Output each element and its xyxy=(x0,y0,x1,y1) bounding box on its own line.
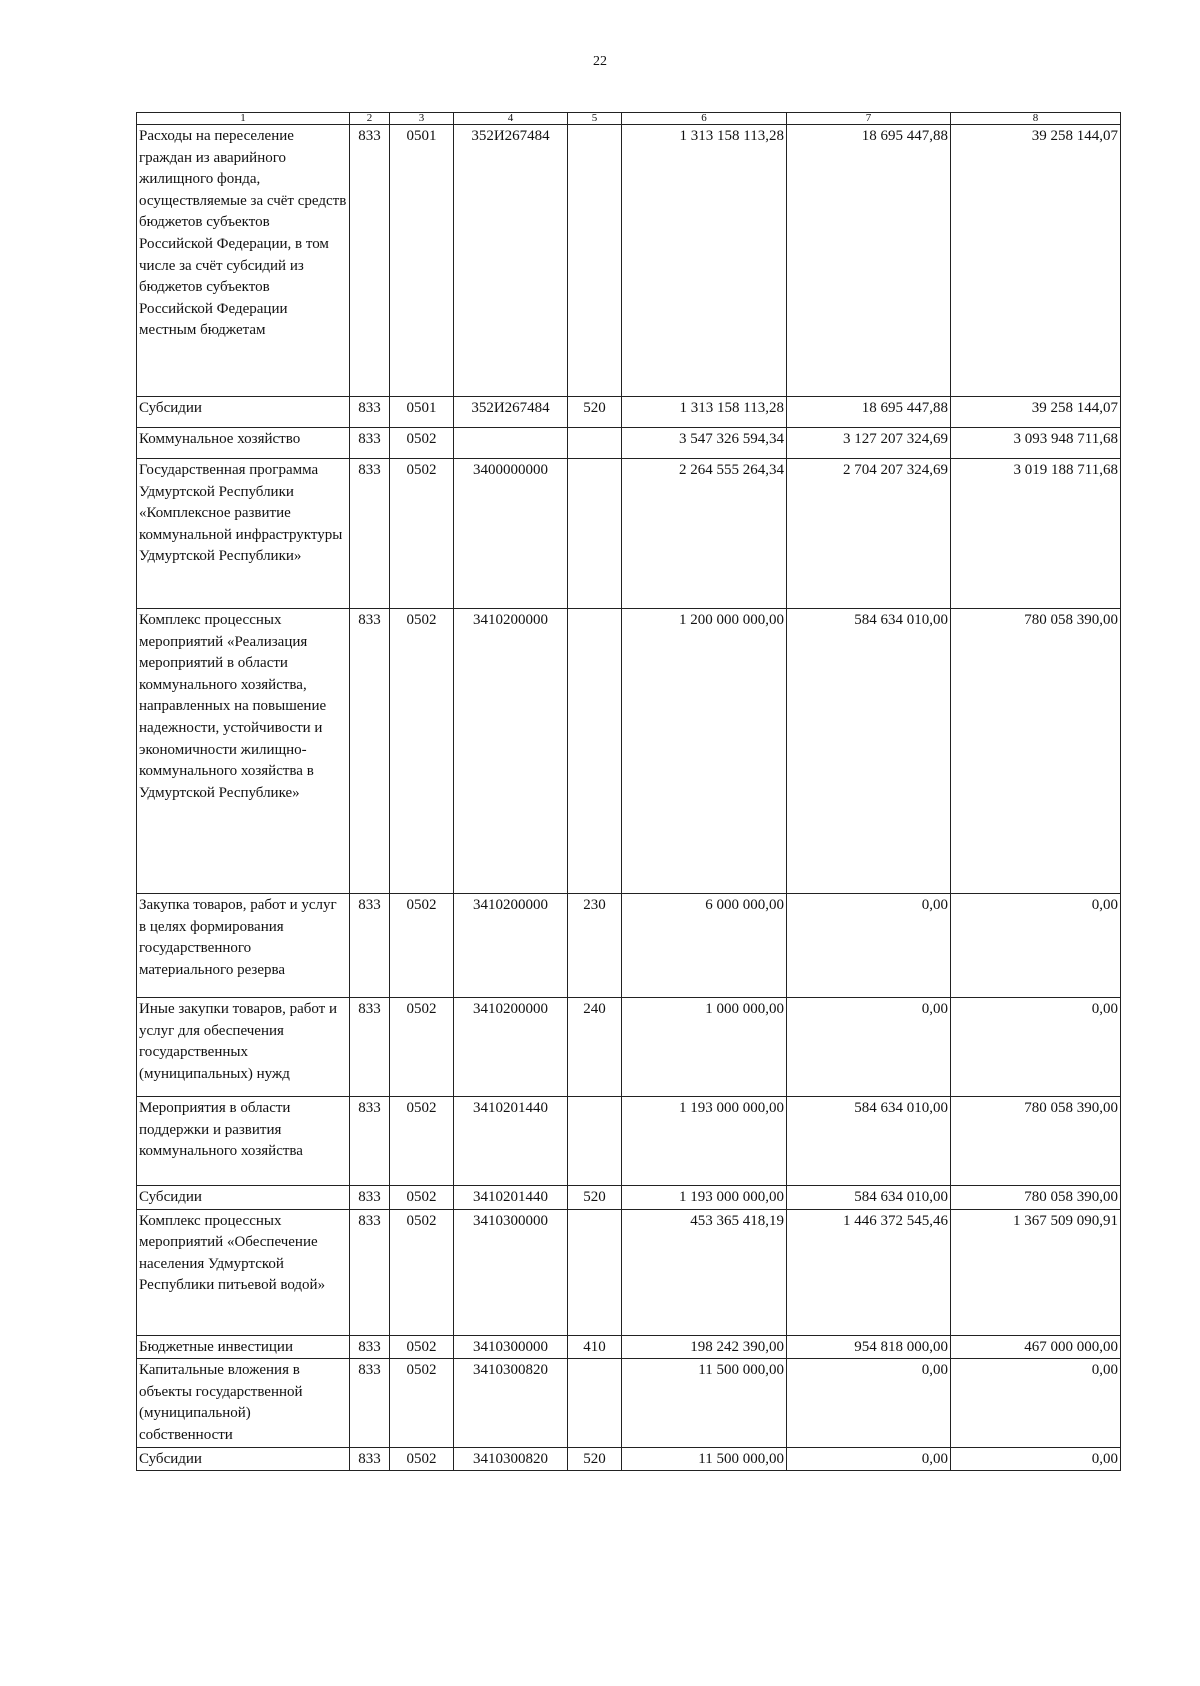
amount-col-8: 780 058 390,00 xyxy=(951,1186,1121,1210)
target-article-code: 3410300820 xyxy=(454,1447,568,1471)
expense-type-code xyxy=(568,459,622,609)
table-row xyxy=(137,1097,1121,1186)
amount-col-6: 6 000 000,00 xyxy=(622,894,787,998)
section-code: 0502 xyxy=(390,1447,454,1471)
target-article-code: 3410200000 xyxy=(454,998,568,1097)
target-article-code xyxy=(454,428,568,459)
expense-type-code: 520 xyxy=(568,397,622,428)
amount-col-8: 467 000 000,00 xyxy=(951,1335,1121,1359)
column-header: 2 xyxy=(350,113,390,125)
amount-col-7: 584 634 010,00 xyxy=(787,609,951,894)
amount-col-8: 0,00 xyxy=(951,1447,1121,1471)
row-description: Комплекс процессных мероприятий «Реализация мероприятий в области коммунального хозяйства, направленных на повышение надежности, устойчивости и экономичности жилищно-коммунального хозяйства в Удмуртской Республике» xyxy=(137,609,350,894)
amount-col-7: 0,00 xyxy=(787,998,951,1097)
amount-col-7: 0,00 xyxy=(787,1447,951,1471)
amount-col-8: 1 367 509 090,91 xyxy=(951,1209,1121,1335)
table-row xyxy=(137,998,1121,1097)
amount-col-6: 1 200 000 000,00 xyxy=(622,609,787,894)
column-header: 5 xyxy=(568,113,622,125)
expense-type-code xyxy=(568,609,622,894)
ministry-code: 833 xyxy=(350,428,390,459)
target-article-code: 3410200000 xyxy=(454,894,568,998)
column-header: 1 xyxy=(137,113,350,125)
amount-col-6: 11 500 000,00 xyxy=(622,1447,787,1471)
table-row xyxy=(137,609,1121,894)
expense-type-code xyxy=(568,428,622,459)
row-description: Расходы на переселение граждан из аварийного жилищного фонда, осуществляемые за счёт средств бюджетов субъектов Российской Федерации, в том числе за счёт субсидий из бюджетов субъектов Российской Федерации местным бюджетам xyxy=(137,125,350,397)
target-article-code: 3410201440 xyxy=(454,1186,568,1210)
table-row xyxy=(137,125,1121,397)
ministry-code: 833 xyxy=(350,1359,390,1447)
ministry-code: 833 xyxy=(350,998,390,1097)
column-header: 6 xyxy=(622,113,787,125)
row-description: Государственная программа Удмуртской Республики «Комплексное развитие коммунальной инфраструктуры Удмуртской Республики» xyxy=(137,459,350,609)
expense-type-code xyxy=(568,1209,622,1335)
section-code: 0501 xyxy=(390,397,454,428)
amount-col-6: 2 264 555 264,34 xyxy=(622,459,787,609)
target-article-code: 3410300820 xyxy=(454,1359,568,1447)
ministry-code: 833 xyxy=(350,894,390,998)
target-article-code: 3410300000 xyxy=(454,1335,568,1359)
section-code: 0502 xyxy=(390,894,454,998)
row-description: Субсидии xyxy=(137,397,350,428)
section-code: 0502 xyxy=(390,428,454,459)
expense-type-code: 410 xyxy=(568,1335,622,1359)
amount-col-7: 0,00 xyxy=(787,1359,951,1447)
ministry-code: 833 xyxy=(350,609,390,894)
amount-col-8: 0,00 xyxy=(951,1359,1121,1447)
amount-col-7: 584 634 010,00 xyxy=(787,1186,951,1210)
section-code: 0502 xyxy=(390,459,454,609)
section-code: 0502 xyxy=(390,1359,454,1447)
section-code: 0502 xyxy=(390,1335,454,1359)
amount-col-8: 0,00 xyxy=(951,894,1121,998)
ministry-code: 833 xyxy=(350,1335,390,1359)
amount-col-6: 1 193 000 000,00 xyxy=(622,1097,787,1186)
amount-col-7: 18 695 447,88 xyxy=(787,397,951,428)
target-article-code: 3410300000 xyxy=(454,1209,568,1335)
row-description: Мероприятия в области поддержки и развития коммунального хозяйства xyxy=(137,1097,350,1186)
amount-col-8: 780 058 390,00 xyxy=(951,609,1121,894)
target-article-code: 352И267484 xyxy=(454,125,568,397)
expense-type-code: 520 xyxy=(568,1447,622,1471)
amount-col-8: 39 258 144,07 xyxy=(951,125,1121,397)
row-description: Закупка товаров, работ и услуг в целях формирования государственного материального резерва xyxy=(137,894,350,998)
table-row xyxy=(137,459,1121,609)
row-description: Иные закупки товаров, работ и услуг для обеспечения государственных (муниципальных) нужд xyxy=(137,998,350,1097)
ministry-code: 833 xyxy=(350,397,390,428)
ministry-code: 833 xyxy=(350,1447,390,1471)
amount-col-7: 0,00 xyxy=(787,894,951,998)
expense-type-code: 240 xyxy=(568,998,622,1097)
table-row xyxy=(137,1209,1121,1335)
amount-col-8: 0,00 xyxy=(951,998,1121,1097)
amount-col-7: 1 446 372 545,46 xyxy=(787,1209,951,1335)
table-row xyxy=(137,1359,1121,1447)
column-header: 3 xyxy=(390,113,454,125)
target-article-code: 3410201440 xyxy=(454,1097,568,1186)
table-row xyxy=(137,1186,1121,1210)
expense-type-code xyxy=(568,125,622,397)
expense-type-code: 520 xyxy=(568,1186,622,1210)
ministry-code: 833 xyxy=(350,1097,390,1186)
amount-col-8: 780 058 390,00 xyxy=(951,1097,1121,1186)
target-article-code: 352И267484 xyxy=(454,397,568,428)
column-header: 4 xyxy=(454,113,568,125)
ministry-code: 833 xyxy=(350,1209,390,1335)
ministry-code: 833 xyxy=(350,459,390,609)
row-description: Субсидии xyxy=(137,1447,350,1471)
amount-col-6: 1 000 000,00 xyxy=(622,998,787,1097)
table-row xyxy=(137,1335,1121,1359)
ministry-code: 833 xyxy=(350,125,390,397)
section-code: 0502 xyxy=(390,998,454,1097)
expense-type-code: 230 xyxy=(568,894,622,998)
table-row xyxy=(137,1447,1121,1471)
expense-type-code xyxy=(568,1359,622,1447)
amount-col-6: 198 242 390,00 xyxy=(622,1335,787,1359)
amount-col-6: 3 547 326 594,34 xyxy=(622,428,787,459)
amount-col-8: 3 093 948 711,68 xyxy=(951,428,1121,459)
row-description: Комплекс процессных мероприятий «Обеспечение населения Удмуртской Республики питьевой водой» xyxy=(137,1209,350,1335)
amount-col-7: 2 704 207 324,69 xyxy=(787,459,951,609)
amount-col-6: 11 500 000,00 xyxy=(622,1359,787,1447)
row-description: Бюджетные инвестиции xyxy=(137,1335,350,1359)
section-code: 0502 xyxy=(390,1209,454,1335)
ministry-code: 833 xyxy=(350,1186,390,1210)
page-number: 22 xyxy=(593,54,607,69)
column-header: 8 xyxy=(951,113,1121,125)
column-header: 7 xyxy=(787,113,951,125)
amount-col-7: 3 127 207 324,69 xyxy=(787,428,951,459)
budget-table xyxy=(136,112,1121,1471)
amount-col-8: 39 258 144,07 xyxy=(951,397,1121,428)
column-numbers-row xyxy=(137,113,1121,125)
section-code: 0502 xyxy=(390,1186,454,1210)
amount-col-7: 18 695 447,88 xyxy=(787,125,951,397)
row-description: Субсидии xyxy=(137,1186,350,1210)
amount-col-7: 584 634 010,00 xyxy=(787,1097,951,1186)
section-code: 0502 xyxy=(390,609,454,894)
section-code: 0501 xyxy=(390,125,454,397)
amount-col-6: 1 313 158 113,28 xyxy=(622,397,787,428)
table-row xyxy=(137,397,1121,428)
amount-col-6: 453 365 418,19 xyxy=(622,1209,787,1335)
expense-type-code xyxy=(568,1097,622,1186)
section-code: 0502 xyxy=(390,1097,454,1186)
amount-col-8: 3 019 188 711,68 xyxy=(951,459,1121,609)
amount-col-6: 1 193 000 000,00 xyxy=(622,1186,787,1210)
table-row xyxy=(137,428,1121,459)
amount-col-6: 1 313 158 113,28 xyxy=(622,125,787,397)
target-article-code: 3410200000 xyxy=(454,609,568,894)
row-description: Коммунальное хозяйство xyxy=(137,428,350,459)
row-description: Капитальные вложения в объекты государственной (муниципальной) собственности xyxy=(137,1359,350,1447)
table-row xyxy=(137,894,1121,998)
target-article-code: 3400000000 xyxy=(454,459,568,609)
amount-col-7: 954 818 000,00 xyxy=(787,1335,951,1359)
